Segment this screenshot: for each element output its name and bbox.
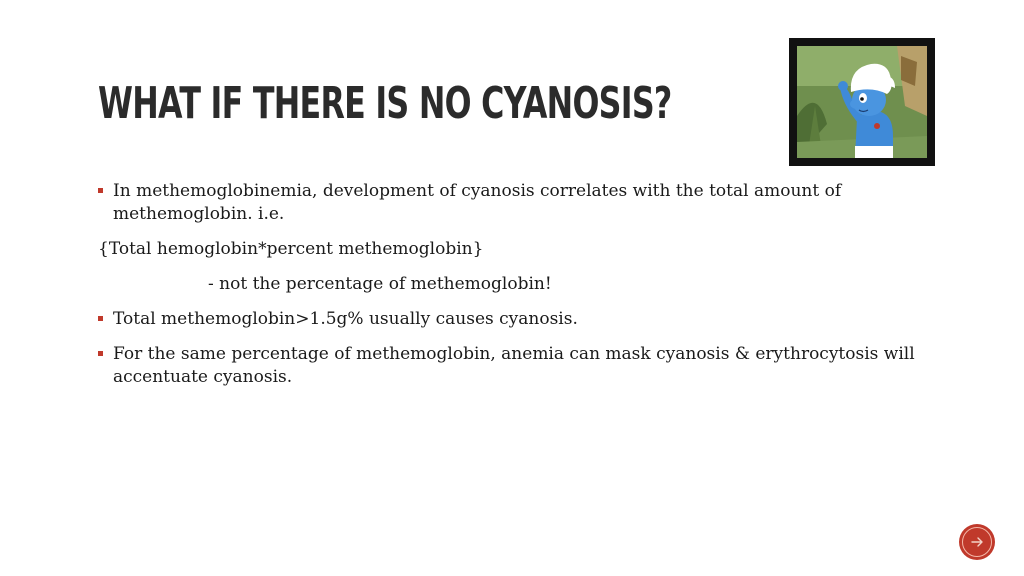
slide-content — [98, 180, 928, 401]
bullet-item — [98, 343, 928, 389]
note-line: - not the percentage of methemoglobin! — [208, 274, 552, 294]
formula-line: {Total hemoglobin*percent methemoglobin} — [98, 239, 484, 259]
bullet-text: In methemoglobinemia, development of cyanosis correlates with the total amount of methemoglobin. i.e. — [113, 181, 842, 224]
next-slide-button[interactable] — [958, 523, 996, 561]
next-slide-icon — [958, 523, 996, 561]
smurf-cartoon-image — [797, 46, 927, 158]
cartoon-picture — [789, 38, 935, 166]
bullet-marker — [98, 316, 103, 321]
bullet-text: For the same percentage of methemoglobin, anemia can mask cyanosis & erythrocytosis will accentuate cyanosis. — [113, 344, 915, 387]
bullet-marker — [98, 351, 103, 356]
bullet-item — [98, 308, 928, 331]
bullet-item — [98, 180, 928, 226]
bullet-text: Total methemoglobin>1.5g% usually causes cyanosis. — [113, 309, 578, 329]
slide-title: WHAT IF THERE IS NO CYANOSIS? — [98, 78, 672, 129]
bullet-marker — [98, 188, 103, 193]
